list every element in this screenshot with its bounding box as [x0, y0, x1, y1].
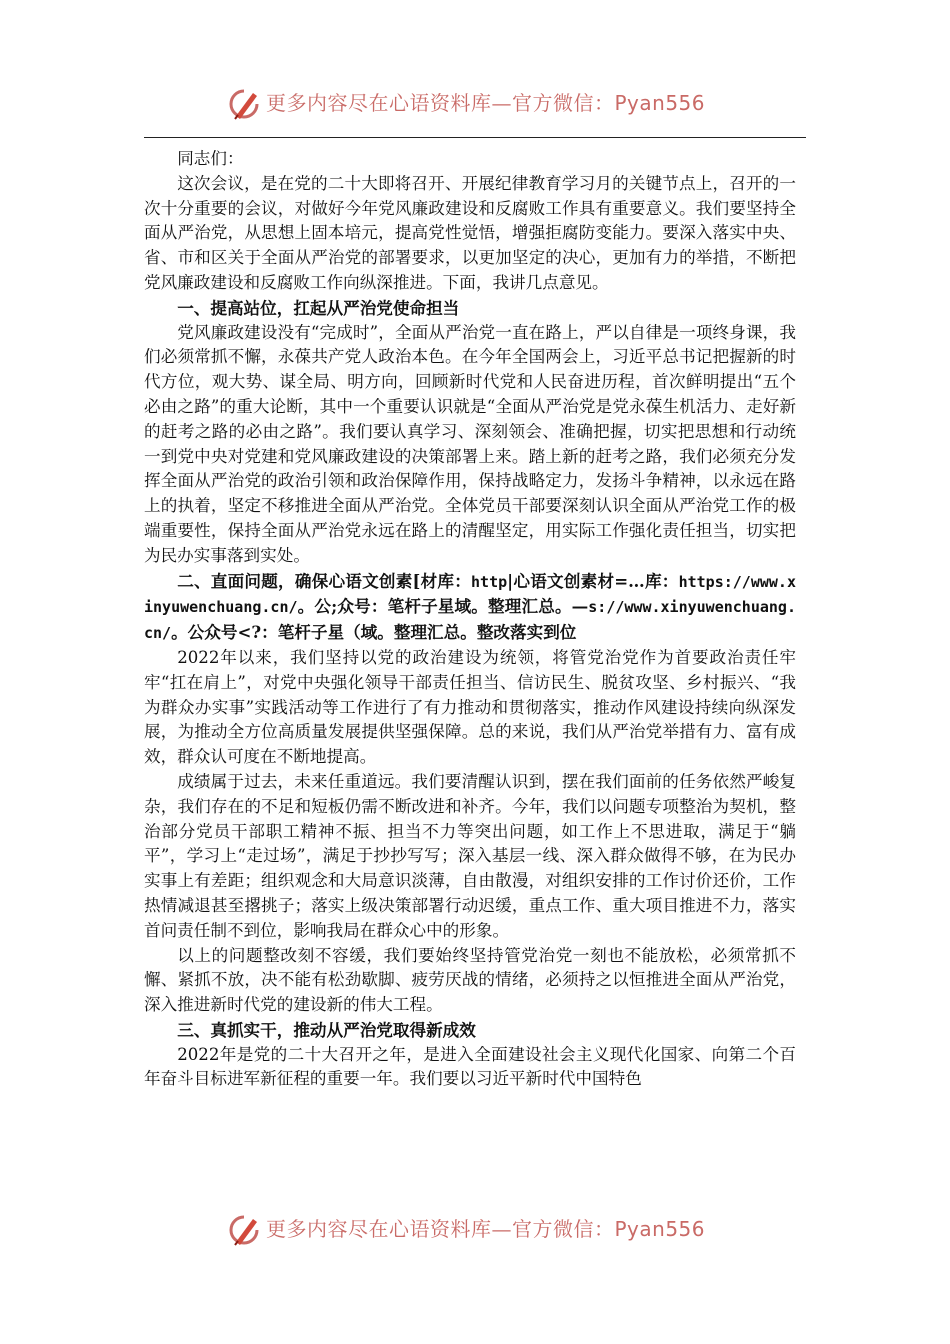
paragraph-3: 2022年以来，我们坚持以党的政治建设为统领，将管党治党作为首要政治责任牢牢“扛在肩上”，对党中央强化领导干部责任担当、信访民生、脱贫攻坚、乡村振兴、“我为群众办实事”实践活动等工作进行了有力推动和贯彻落实，推动作风建设持续向纵深发展，为推动全方位高质量发展提供坚强保障。总的来说，我们从严治党举措有力、富有成效，群众认可度在不断地提高。: [144, 647, 796, 767]
document-body: [144, 147, 796, 1092]
footer-banner: [0, 1210, 950, 1250]
banner-text: 更多内容尽在心语资料库—官方微信：Pyan556: [266, 91, 706, 115]
heading-3: 三、真抓实干，推动从严治党取得新成效: [177, 1019, 476, 1040]
paragraph-6: 2022年是党的二十大召开之年，是进入全面建设社会主义现代化国家、向第二个百年奋斗目标进军新征程的重要一年。我们要以习近平新时代中国特色: [144, 1044, 796, 1089]
header-banner: [0, 84, 950, 124]
banner-text: 更多内容尽在心语资料库—官方微信：Pyan556: [266, 1217, 706, 1241]
paragraph-1: 这次会议，是在党的二十大即将召开、开展纪律教育学习月的关键节点上，召开的一次十分重要的会议，对做好今年党风廉政建设和反腐败工作具有重要意义。我们要坚持全面从严治党，从思想上固本培元，提高党性觉悟，增强拒腐防变能力。要深入落实中央、省、市和区关于全面从严治党的部署要求，以更加坚定的决心，更加有力的举措，不断把党风廉政建设和反腐败工作向纵深推进。下面，我讲几点意见。: [144, 173, 796, 292]
heading-1: 一、提高站位，扛起从严治党使命担当: [177, 297, 460, 318]
salutation: 同志们：: [177, 149, 244, 168]
heading-2: 二、直面问题，确保心语文创素[材库：http|心语文创素材=…库：https://www.xinyuwenchuang.cn/。公;众号：笔杆子星域。整理汇总。—s://www.xinyuwenchuang.cn/。公众号<?：笔杆子星（域。整理汇总。整改落实到位: [144, 570, 796, 643]
header-rule: [144, 137, 806, 138]
quill-pen-logo-icon: [226, 1212, 262, 1248]
paragraph-2: 党风廉政建设没有“完成时”，全面从严治党一直在路上，严以自律是一项终身课，我们必须常抓不懈，永葆共产党人政治本色。在今年全国两会上，习近平总书记把握新的时代方位，观大势、谋全局、明方向，回顾新时代党和人民奋进历程，首次鲜明提出“五个必由之路”的重大论断，其中一个重要认识就是“全面从严治党是党永葆生机活力、走好新的赶考之路的必由之路”。我们要认真学习、深刻领会、准确把握，切实把思想和行动统一到党中央对党建和党风廉政建设的决策部署上来。踏上新的赶考之路，我们必须充分发挥全面从严治党的政治引领和政治保障作用，保持战略定力，发扬斗争精神，以永远在路上的执着，坚定不移推进全面从严治党。全体党员干部要深刻认识全面从严治党工作的极端重要性，保持全面从严治党永远在路上的清醒坚定，用实际工作强化责任担当，切实把为民办实事落到实处。: [144, 322, 796, 565]
quill-pen-logo-icon: [226, 86, 262, 122]
paragraph-4: 成绩属于过去，未来任重道远。我们要清醒认识到，摆在我们面前的任务依然严峻复杂，我们存在的不足和短板仍需不断改进和补齐。今年，我们以问题专项整治为契机，整治部分党员干部职工精神不振、担当不力等突出问题，如工作上不思进取，满足于“躺平”，学习上“走过场”，满足于抄抄写写；深入基层一线、深入群众做得不够，在为民办实事上有差距；组织观念和大局意识淡薄，自由散漫，对组织安排的工作讨价还价，工作热情减退甚至撂挑子；落实上级决策部署行动迟缓，重点工作、重大项目推进不力，落实首问责任制不到位，影响我局在群众心中的形象。: [144, 771, 796, 940]
paragraph-5: 以上的问题整改刻不容缓，我们要始终坚持管党治党一刻也不能放松，必须常抓不懈、紧抓不放，决不能有松劲歇脚、疲劳厌战的情绪，必须持之以恒推进全面从严治党，深入推进新时代党的建设新的伟大工程。: [144, 945, 796, 1015]
